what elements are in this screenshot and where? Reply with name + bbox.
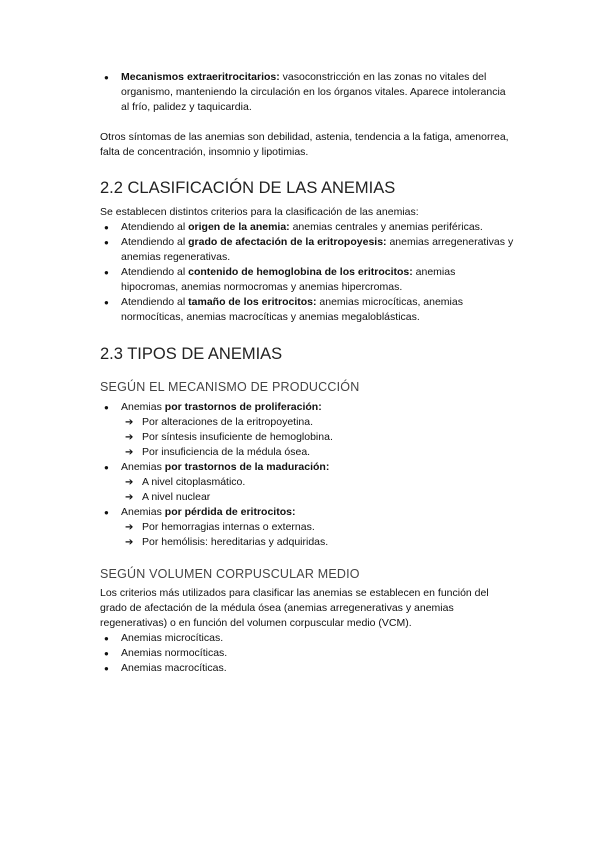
classification-list [100, 220, 515, 325]
arrow-right-icon: ➔ [125, 432, 134, 443]
list-item [100, 70, 515, 115]
arrow-right-icon: ➔ [125, 447, 134, 458]
bullet-icon: ● [104, 73, 109, 82]
list-item: ● Atendiendo al grado de afectación de la eritropoyesis: anemias arregenerativas y anemias regenerativas. [104, 236, 514, 263]
sub-list-item: ➔ A nivel nuclear [125, 491, 211, 503]
list-item: ● Atendiendo al contenido de hemoglobina de los eritrocitos: anemias hipocromas, anemias normocromas y anemias hipercromas. [104, 266, 456, 293]
arrow-right-icon: ➔ [125, 492, 134, 503]
other-symptoms-paragraph: Otros síntomas de las anemias son debilidad, astenia, tendencia a la fatiga, amenorrea, falta de concentración, insomnio y lipotimias. [100, 131, 509, 158]
subsection-mechanism-title: SEGÚN EL MECANISMO DE PRODUCCIÓN [100, 380, 360, 394]
section-22-title: 2.2 CLASIFICACIÓN DE LAS ANEMIAS [100, 179, 396, 197]
item-bold: Mecanismos extraeritrocitarios: [121, 71, 280, 83]
list-item: ● Anemias normocíticas. [104, 647, 228, 659]
sub-list-item: ➔ Por hemorragias internas o externas. [125, 521, 315, 533]
section-23-title: 2.3 TIPOS DE ANEMIAS [100, 345, 283, 363]
list-item: ● Anemias por trastornos de proliferación: [104, 401, 322, 413]
arrow-right-icon: ➔ [125, 477, 134, 488]
bullet-icon: ● [104, 634, 109, 643]
sub-list-item: ➔ Por insuficiencia de la médula ósea. [125, 446, 311, 458]
document-page [100, 70, 515, 676]
list-item: ● Anemias por pérdida de eritrocitos: [104, 506, 296, 518]
sub-list-item: ➔ Por alteraciones de la eritropoyetina. [125, 416, 314, 428]
arrow-right-icon: ➔ [125, 537, 134, 548]
bullet-icon: ● [104, 664, 109, 673]
sub-list-item: ➔ Por hemólisis: hereditarias y adquiridas. [125, 536, 329, 548]
bullet-icon: ● [104, 223, 109, 232]
bullet-icon: ● [104, 508, 109, 517]
item-text: vasoconstricción en las zonas no vitales del organismo, manteniendo la circulación en los órganos vitales. Aparece intolerancia al frío, palidez y taquicardia. [121, 71, 506, 113]
arrow-right-icon: ➔ [125, 522, 134, 533]
bullet-icon: ● [104, 403, 109, 412]
mechanism-list [100, 400, 515, 550]
subsection-vcm-title: SEGÚN VOLUMEN CORPUSCULAR MEDIO [100, 567, 360, 581]
bullet-icon: ● [104, 298, 109, 307]
bullet-icon: ● [104, 238, 109, 247]
list-item: ● Anemias por trastornos de la maduración: [104, 461, 330, 473]
bullet-icon: ● [104, 463, 109, 472]
vcm-list [100, 631, 515, 676]
list-item: ● Anemias microcíticas. [104, 632, 224, 644]
list-item: ● Atendiendo al tamaño de los eritrocitos: anemias microcíticas, anemias normocíticas, anemias macrocíticas y anemias megaloblásticas. [104, 296, 463, 323]
section-22-intro: Se establecen distintos criterios para la clasificación de las anemias: [100, 206, 419, 218]
arrow-right-icon: ➔ [125, 417, 134, 428]
sub-list-item: ➔ Por síntesis insuficiente de hemoglobina. [125, 431, 333, 443]
bullet-icon: ● [104, 649, 109, 658]
list-item: ● Atendiendo al origen de la anemia: anemias centrales y anemias periféricas. [104, 221, 483, 233]
list-item: ● Anemias macrocíticas. [104, 662, 227, 674]
intro-list [100, 70, 515, 115]
vcm-intro-paragraph: Los criterios más utilizados para clasificar las anemias se establecen en función del grado de afectación de la médula ósea (anemias arregenerativas y anemias regenerativas) o en función del volumen corpuscular medio (VCM). [100, 587, 489, 629]
sub-list-item: ➔ A nivel citoplasmático. [125, 476, 246, 488]
bullet-icon: ● [104, 268, 109, 277]
